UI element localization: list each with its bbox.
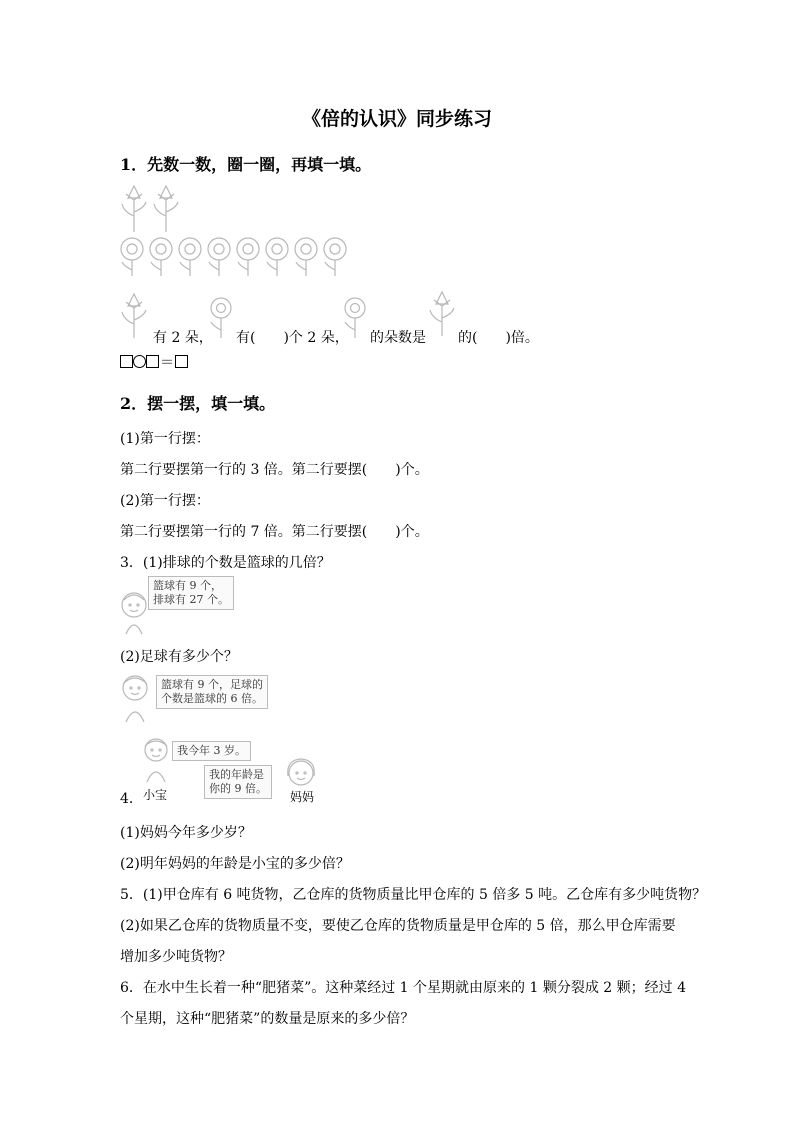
q1-fill-1: 有 2 朵，	[153, 330, 213, 346]
round-flower-icon	[208, 296, 234, 340]
round-flower-icon	[150, 238, 172, 276]
child-face-icon	[118, 590, 150, 636]
round-flower-icon	[266, 238, 288, 276]
lily-flower-icon	[154, 186, 178, 232]
bubble-line: 篮球有 9 个，	[153, 579, 222, 592]
speech-bubble	[156, 675, 268, 709]
speech-bubble	[148, 576, 234, 610]
q1-fill-3: 的朵数是	[370, 330, 426, 346]
mother-speech-bubble	[204, 765, 272, 799]
q2-part1-label: (1)第一行摆：	[120, 431, 210, 447]
answer-box[interactable]	[120, 355, 133, 368]
mother-name-label: 妈妈	[290, 790, 315, 804]
equals-sign: ＝	[160, 355, 174, 371]
child-name-label: 小宝	[143, 788, 168, 802]
question-1-heading: 1．先数一数，圈一圈，再填一填。	[120, 155, 372, 174]
q5-part2-line1: (2)如果乙仓库的货物质量不变，要使乙仓库的货物质量是甲仓库的 5 倍，那么甲仓库需要	[120, 918, 676, 934]
round-flower-icon	[295, 238, 317, 276]
round-flower-row	[118, 236, 354, 278]
operator-circle[interactable]	[133, 355, 146, 368]
round-flower-icon	[208, 238, 230, 276]
round-flower-icon	[324, 238, 346, 276]
question-2-heading: 2．摆一摆，填一填。	[120, 394, 276, 413]
lily-flower-icon	[120, 292, 150, 340]
q3-part1: 3．(1)排球的个数是篮球的几倍？	[120, 555, 331, 571]
answer-box[interactable]	[175, 355, 188, 368]
bubble-line: 个数是篮球的 6 倍。	[161, 692, 263, 705]
q1-fill-2: 有( )个 2 朵，	[236, 330, 349, 346]
q4-part1: (1)妈妈今年多少岁？	[120, 825, 252, 841]
mother-face-icon	[284, 756, 318, 790]
q6-line1: 6．在水中生长着一种“肥猪菜”。这种菜经过 1 个星期就由原来的 1 颗分裂成 2 颗；经过 4	[120, 980, 686, 996]
bubble-line: 篮球有 9 个，足球的	[161, 678, 263, 691]
bubble-line: 你的 9 倍。	[209, 782, 267, 795]
q5-part1: 5．(1)甲仓库有 6 吨货物，乙仓库的货物质量比甲仓库的 5 倍多 5 吨。乙仓库有多少吨货物？	[120, 887, 707, 903]
child-face-icon	[118, 672, 152, 724]
q5-part2-line2: 增加多少吨货物？	[120, 949, 232, 965]
q2-part1-text: 第二行要摆第一行的 3 倍。第二行要摆( )个。	[120, 462, 429, 478]
bubble-line: 我的年龄是	[209, 768, 264, 781]
q3-part2: (2)足球有多少个？	[120, 649, 238, 665]
page-title: 《倍的认识》同步练习	[301, 108, 492, 130]
round-flower-icon	[342, 296, 368, 340]
q2-part2-label: (2)第一行摆：	[120, 493, 210, 509]
lily-flower-row	[118, 182, 188, 234]
round-flower-icon	[121, 238, 143, 276]
child-speech-bubble: 我今年 3 岁。	[172, 741, 251, 761]
bubble-line: 排球有 27 个。	[153, 593, 229, 606]
q1-fill-4: 的( )倍。	[458, 330, 539, 346]
q4-part2: (2)明年妈妈的年龄是小宝的多少倍？	[120, 856, 350, 872]
q4-number: 4．	[120, 791, 143, 807]
round-flower-icon	[237, 238, 259, 276]
round-flower-icon	[179, 238, 201, 276]
lily-flower-icon	[428, 290, 458, 338]
q1-formula	[120, 352, 188, 372]
q2-part2-text: 第二行要摆第一行的 7 倍。第二行要摆( )个。	[120, 524, 429, 540]
q6-line2: 个星期，这种“肥猪菜”的数量是原来的多少倍？	[120, 1011, 415, 1027]
answer-box[interactable]	[146, 355, 159, 368]
lily-flower-icon	[122, 186, 146, 232]
child-face-icon	[140, 736, 172, 784]
